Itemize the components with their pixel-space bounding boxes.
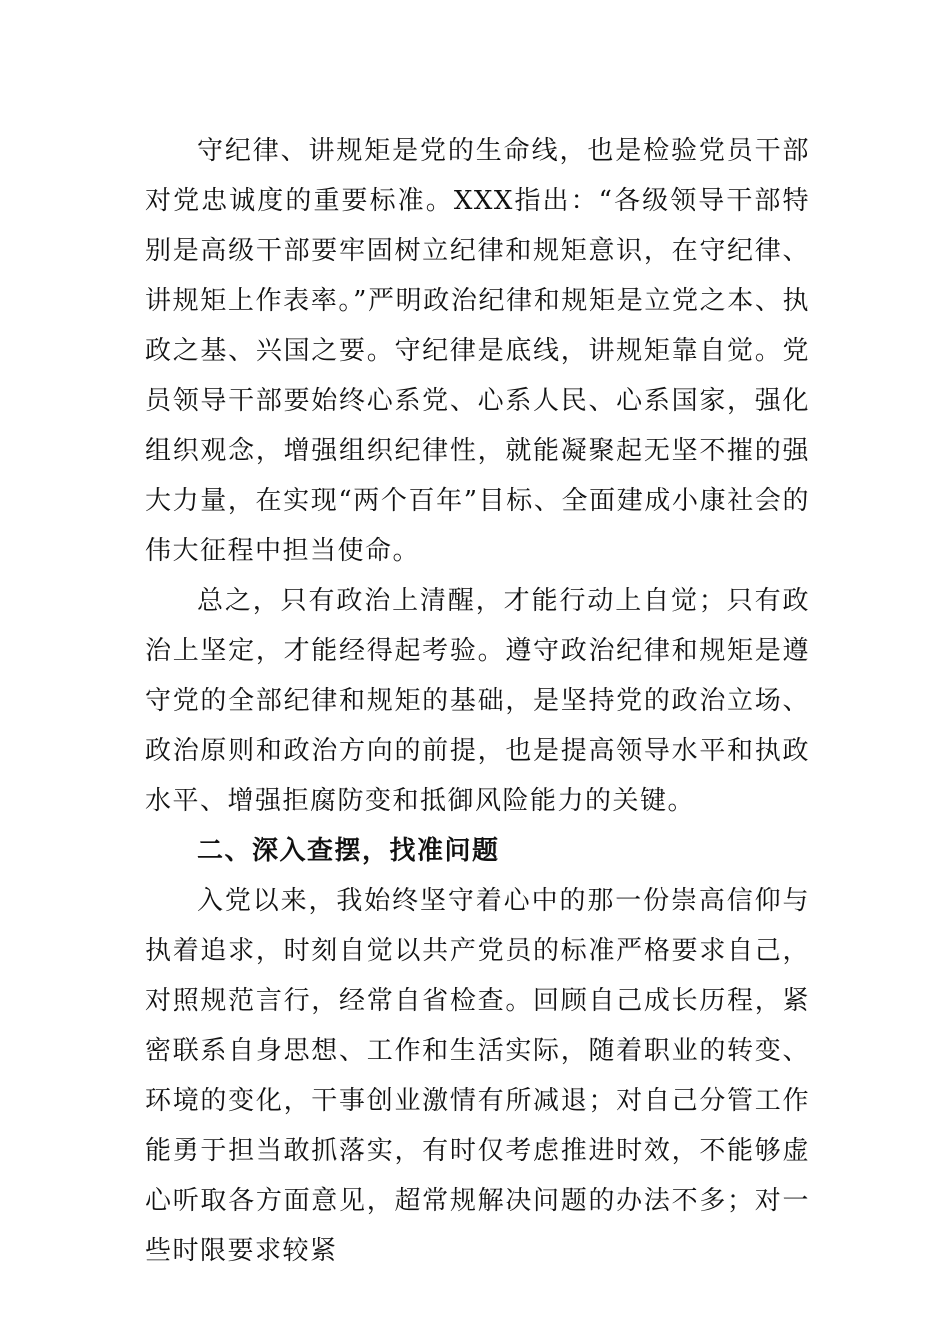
section-heading: 二、深入查摆，找准问题 (197, 836, 500, 866)
paragraph-discipline: 守纪律、讲规矩是党的生命线，也是检验党员干部对党忠诚度的重要标准。XXX指出：“各级领导干部特别是高级干部要牢固树立纪律和规矩意识，在守纪律、讲规矩上作表率。”严明政治纪律和规矩是立党之本、执政之基、兴国之要。守纪律是底线，讲规矩靠自觉。党员领导干部要始终心系党、心系人民、心系国家，强化组织观念，增强组织纪律性，就能凝聚起无坚不摧的强大力量，在实现“两个百年”目标、全面建成小康社会的伟大征程中担当使命。 (145, 136, 810, 566)
paragraph-summary: 总之，只有政治上清醒，才能行动上自觉；只有政治上坚定，才能经得起考验。遵守政治纪律和规矩是遵守党的全部纪律和规矩的基础，是坚持党的政治立场、政治原则和政治方向的前提，也是提高领导水平和执政水平、增强拒腐防变和抵御风险能力的关键。 (145, 586, 810, 816)
document-body (145, 126, 810, 1276)
paragraph-self-review: 入党以来，我始终坚守着心中的那一份崇高信仰与执着追求，时刻自觉以共产党员的标准严格要求自己，对照规范言行，经常自省检查。回顾自己成长历程，紧密联系自身思想、工作和生活实际，随着职业的转变、环境的变化，干事创业激情有所减退；对自己分管工作能勇于担当敢抓落实，有时仅考虑推进时效，不能够虚心听取各方面意见，超常规解决问题的办法不多；对一些时限要求较紧 (145, 886, 810, 1266)
